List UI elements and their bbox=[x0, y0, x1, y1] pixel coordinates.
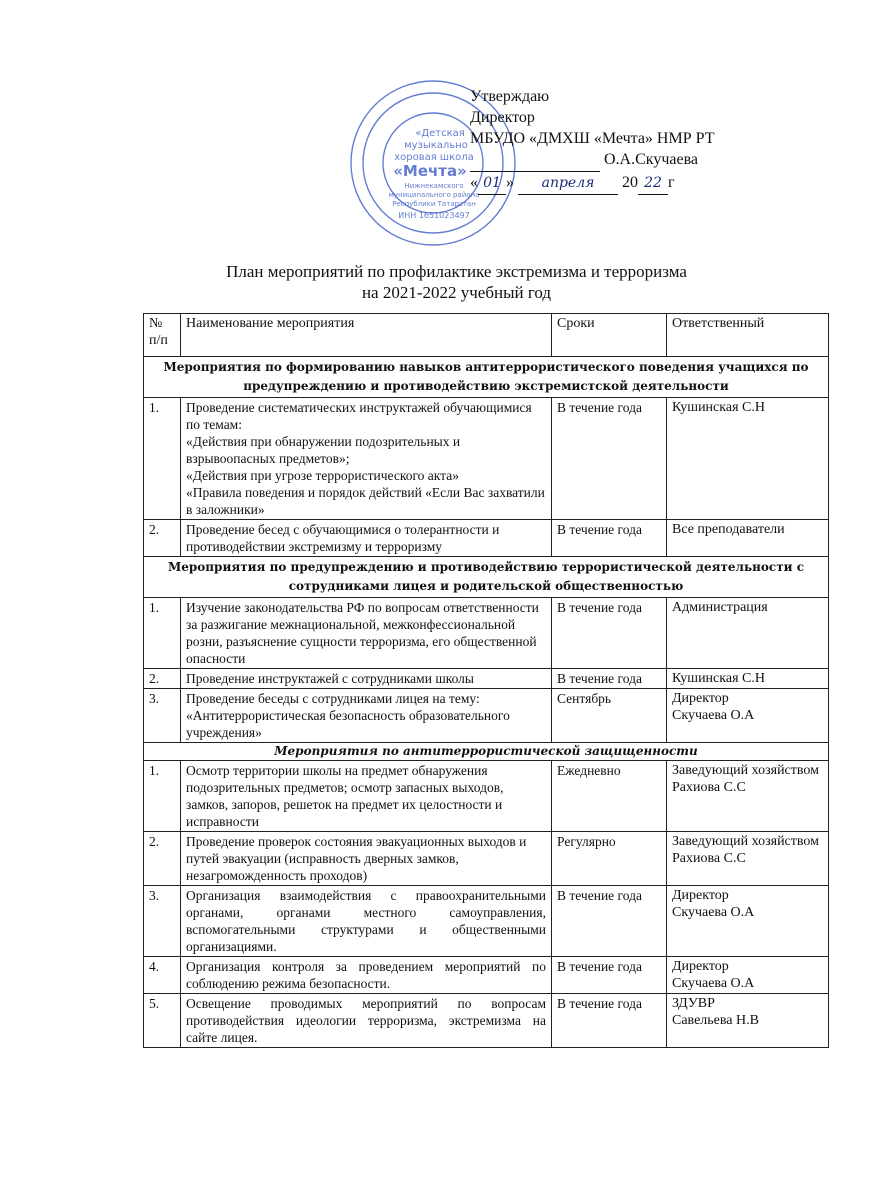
table-row bbox=[144, 886, 829, 957]
event-term: Сентябрь bbox=[552, 689, 667, 743]
svg-text:хоровая школа: хоровая школа bbox=[394, 152, 474, 163]
event-responsible: Директор Скучаева О.А bbox=[667, 957, 829, 994]
approval-position: Директор bbox=[470, 109, 535, 126]
section-row bbox=[144, 557, 829, 598]
event-term: Ежедневно bbox=[552, 761, 667, 832]
row-number: 2. bbox=[144, 669, 181, 689]
signatory-name: О.А.Скучаева bbox=[604, 151, 699, 168]
svg-text:Нижнекамского: Нижнекамского bbox=[404, 182, 464, 190]
event-responsible: Кушинская С.Н bbox=[667, 398, 829, 520]
row-number: 5. bbox=[144, 994, 181, 1048]
event-term: В течение года bbox=[552, 669, 667, 689]
svg-text:муниципального района: муниципального района bbox=[388, 191, 480, 199]
header-number: № п/п bbox=[144, 314, 181, 357]
signature bbox=[470, 150, 600, 172]
table-row bbox=[144, 832, 829, 886]
approval-block bbox=[470, 86, 714, 195]
event-name: Проведение инструктажей с сотрудниками школы bbox=[181, 669, 552, 689]
event-term: В течение года bbox=[552, 957, 667, 994]
approval-organization: МБУДО «ДМХШ «Мечта» НМР РТ bbox=[470, 130, 715, 147]
table-row bbox=[144, 669, 829, 689]
svg-text:«Мечта»: «Мечта» bbox=[393, 162, 467, 180]
event-responsible: Директор Скучаева О.А bbox=[667, 689, 829, 743]
event-name: Проведение бесед с обучающимися о толерантности и противодействии экстремизму и терроризму bbox=[181, 520, 552, 557]
document-title: План мероприятий по профилактике экстремизма и терроризма на 2021-2022 учебный год bbox=[226, 262, 687, 302]
section-title: Мероприятия по антитеррористической защищенности bbox=[144, 743, 829, 761]
event-responsible: ЗДУВР Савельева Н.В bbox=[667, 994, 829, 1048]
event-name: Осмотр территории школы на предмет обнаружения подозрительных предметов; осмотр запасных выходов, замков, запоров, решеток на предмет их целостности и исправности bbox=[181, 761, 552, 832]
section-title: Мероприятия по формированию навыков антитеррористического поведения учащихся по предупреждению и противодействию экстремистской деятельности bbox=[144, 357, 829, 398]
approval-heading: Утверждаю bbox=[470, 88, 550, 105]
event-name: Освещение проводимых мероприятий по вопросам противодействия идеологии терроризма, экстремизма на сайте лицея. bbox=[181, 994, 552, 1048]
event-responsible: Заведующий хозяйством Рахиова С.С bbox=[667, 832, 829, 886]
event-term: В течение года bbox=[552, 520, 667, 557]
table-row bbox=[144, 761, 829, 832]
approval-date: « 01 » апреля 20 22 г bbox=[470, 172, 714, 195]
row-number: 1. bbox=[144, 598, 181, 669]
event-term: Регулярно bbox=[552, 832, 667, 886]
event-responsible: Заведующий хозяйством Рахиова С.С bbox=[667, 761, 829, 832]
events-table bbox=[143, 313, 829, 1048]
event-responsible: Директор Скучаева О.А bbox=[667, 886, 829, 957]
event-term: В течение года bbox=[552, 886, 667, 957]
row-number: 3. bbox=[144, 886, 181, 957]
header-name: Наименование мероприятия bbox=[181, 314, 552, 357]
row-number: 1. bbox=[144, 398, 181, 520]
table-row bbox=[144, 957, 829, 994]
event-term: В течение года bbox=[552, 398, 667, 520]
row-number: 2. bbox=[144, 520, 181, 557]
table-header bbox=[144, 314, 829, 357]
section-row bbox=[144, 743, 829, 761]
svg-text:музыкально: музыкально bbox=[404, 140, 468, 151]
row-number: 3. bbox=[144, 689, 181, 743]
row-number: 1. bbox=[144, 761, 181, 832]
table-row bbox=[144, 520, 829, 557]
event-name: Проведение проверок состояния эвакуационных выходов и путей эвакуации (исправность дверных замков, незагроможденность проходов) bbox=[181, 832, 552, 886]
table-row bbox=[144, 398, 829, 520]
svg-text:«Детская: «Детская bbox=[415, 128, 465, 139]
event-responsible: Кушинская С.Н bbox=[667, 669, 829, 689]
table-row bbox=[144, 598, 829, 669]
section-title: Мероприятия по предупреждению и противодействию террористической деятельности с сотрудниками лицея и родительской общественностью bbox=[144, 557, 829, 598]
event-responsible: Все преподаватели bbox=[667, 520, 829, 557]
event-responsible: Администрация bbox=[667, 598, 829, 669]
event-name: Проведение беседы с сотрудниками лицея на тему: «Антитеррористическая безопасность образовательного учреждения» bbox=[181, 689, 552, 743]
header-term: Сроки bbox=[552, 314, 667, 357]
event-term: В течение года bbox=[552, 598, 667, 669]
event-name: Организация взаимодействия с правоохранительными органами, органами местного самоуправления, вспомогательными структурами и общественными организациями. bbox=[181, 886, 552, 957]
svg-text:ИНН 1651023497: ИНН 1651023497 bbox=[398, 211, 470, 220]
row-number: 2. bbox=[144, 832, 181, 886]
table-row bbox=[144, 689, 829, 743]
table-row bbox=[144, 994, 829, 1048]
svg-text:Республики Татарстан: Республики Татарстан bbox=[392, 200, 476, 208]
event-name: Организация контроля за проведением мероприятий по соблюдению режима безопасности. bbox=[181, 957, 552, 994]
section-row bbox=[144, 357, 829, 398]
event-name: Изучение законодательства РФ по вопросам ответственности за разжигание межнациональной, межконфессиональной розни, разъяснение сущности терроризма, его общественной опасности bbox=[181, 598, 552, 669]
event-name: Проведение систематических инструктажей обучающимися по темам: «Действия при обнаружении подозрительных и взрывоопасных предметов»; «Действия при угрозе террористического акта» «Правила поведения и порядок действий «Если Вас захватили в заложники» bbox=[181, 398, 552, 520]
event-term: В течение года bbox=[552, 994, 667, 1048]
header-responsible: Ответственный bbox=[667, 314, 829, 357]
row-number: 4. bbox=[144, 957, 181, 994]
